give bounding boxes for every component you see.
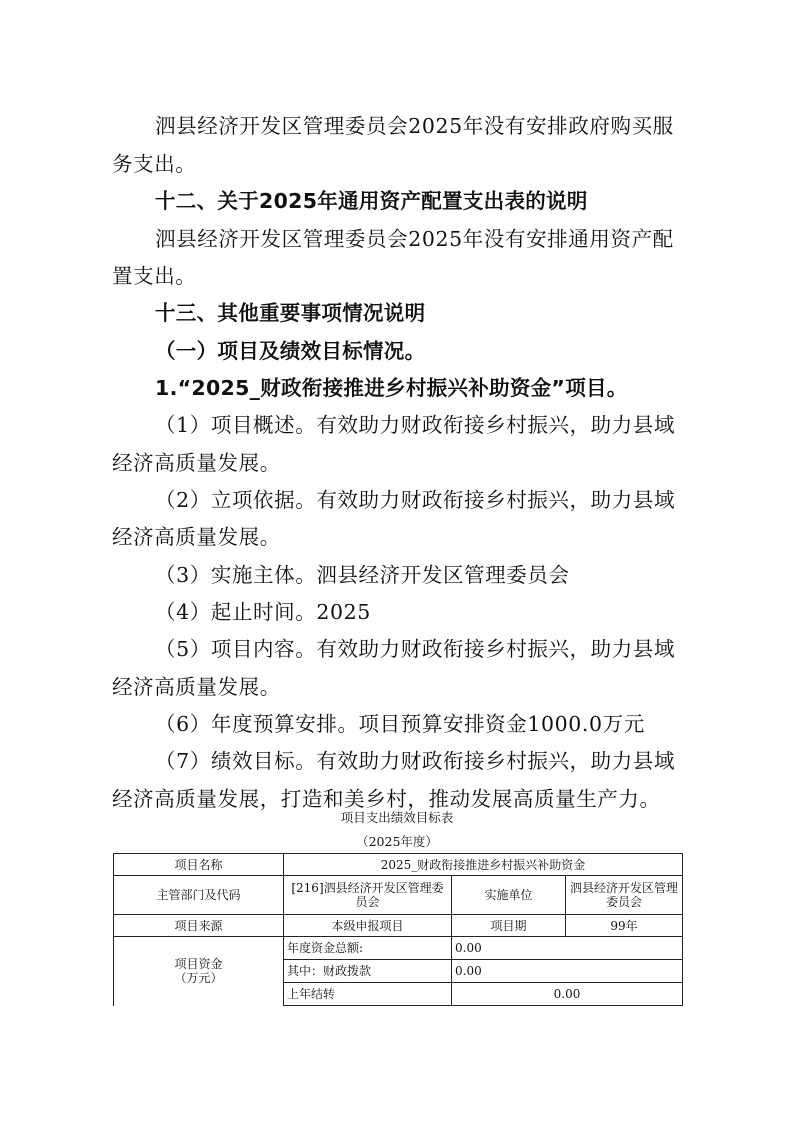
table-cell-value: 0.00 <box>452 937 683 960</box>
table-row <box>114 937 683 960</box>
paragraph-line: 务支出。 <box>112 152 197 176</box>
table-cell-label: 主管部门及代码 <box>114 876 284 915</box>
table-cell-label: 实施单位 <box>452 876 566 915</box>
table-cell-label: 上年结转 <box>284 983 452 1006</box>
table-cell-label: 项目期 <box>452 915 566 937</box>
table-cell-label: 年度资金总额: <box>284 937 452 960</box>
table-cell-value: 泗县经济开发区管理委员会 <box>566 876 683 915</box>
table-row <box>114 854 683 876</box>
section-heading-12: 十二、关于2025年通用资产配置支出表的说明 <box>155 189 588 213</box>
table-cell-label: 其中：财政拨款 <box>284 960 452 983</box>
table-cell-value: 0.00 <box>452 960 683 983</box>
table-cell-value: 99年 <box>566 915 683 937</box>
paragraph-line: 经济高质量发展。 <box>112 525 281 549</box>
paragraph-line: （6）年度预算安排。项目预算安排资金1000.0万元 <box>155 712 645 736</box>
paragraph-line: 泗县经济开发区管理委员会2025年没有安排通用资产配 <box>155 227 674 251</box>
paragraph-line: （4）起止时间。2025 <box>155 600 371 624</box>
section-heading-13: 十三、其他重要事项情况说明 <box>155 301 426 325</box>
paragraph-line: 泗县经济开发区管理委员会2025年没有安排政府购买服 <box>155 114 674 138</box>
paragraph-line: 经济高质量发展。 <box>112 675 281 699</box>
paragraph-line: 经济高质量发展，打造和美乡村，推动发展高质量生产力。 <box>112 787 661 811</box>
table-cell-label: 项目名称 <box>114 854 284 876</box>
table-row <box>114 915 683 937</box>
paragraph-line: 经济高质量发展。 <box>112 451 281 475</box>
table-title: 项目支出绩效目标表 <box>340 810 454 825</box>
table-cell-value: 2025_财政衔接推进乡村振兴补助资金 <box>284 854 683 876</box>
paragraph-line: 置支出。 <box>112 264 197 288</box>
paragraph-line: （1）项目概述。有效助力财政衔接乡村振兴，助力县域 <box>155 413 676 437</box>
table-cell-value: 本级申报项目 <box>284 915 452 937</box>
funds-unit: （万元） <box>174 971 223 986</box>
table-row <box>114 876 683 915</box>
table-cell-label <box>114 937 284 1006</box>
paragraph-line: （5）项目内容。有效助力财政衔接乡村振兴，助力县域 <box>155 637 676 661</box>
funds-label: 项目资金 <box>174 957 223 972</box>
table-cell-label: 项目来源 <box>114 915 284 937</box>
table-cell-value: [216]泗县经济开发区管理委员会 <box>284 876 452 915</box>
paragraph-line: （3）实施主体。泗县经济开发区管理委员会 <box>155 563 570 587</box>
performance-target-table <box>113 853 683 1006</box>
table-year: （2025年度） <box>356 834 438 849</box>
table-cell-value: 0.00 <box>452 983 683 1006</box>
subsection-heading: （一）项目及绩效目标情况。 <box>155 339 426 363</box>
item-heading: 1.“2025_财政衔接推进乡村振兴补助资金”项目。 <box>155 376 628 400</box>
paragraph-line: （7）绩效目标。有效助力财政衔接乡村振兴，助力县域 <box>155 749 676 773</box>
paragraph-line: （2）立项依据。有效助力财政衔接乡村振兴，助力县域 <box>155 488 676 512</box>
